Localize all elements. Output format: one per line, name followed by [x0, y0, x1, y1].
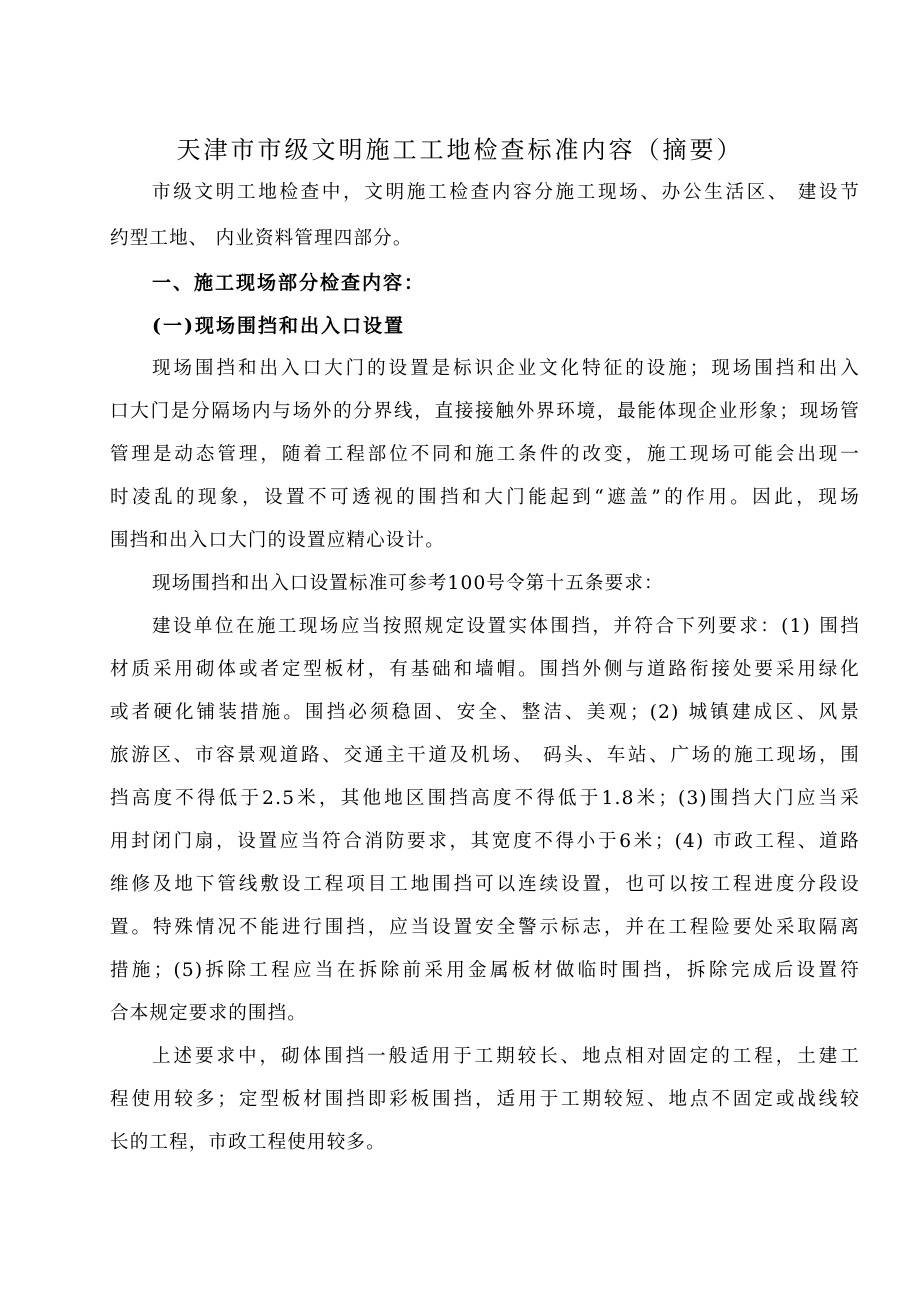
paragraph-line: 现场围挡和出入口设置标准可参考100号令第十五条要求： [152, 573, 664, 594]
paragraph-line: 置。特殊情况不能进行围挡，应当设置安全警示标志，并在工程险要处采取隔离 [110, 917, 860, 938]
paragraph-line: 挡高度不得低于2.5米，其他地区围挡高度不得低于1.8米；(3)围挡大门应当采 [110, 788, 860, 809]
paragraph-line: 上述要求中，砌体围挡一般适用于工期较长、地点相对固定的工程，土建工 [152, 1046, 860, 1067]
paragraph-line: 管理是动态管理，随着工程部位不同和施工条件的改变，施工现场可能会出现一 [110, 444, 860, 465]
intro-line: 市级文明工地检查中，文明施工检查内容分施工现场、办公生活区、 建设节 [152, 182, 860, 203]
paragraph-line: 措施；(5)拆除工程应当在拆除前采用金属板材做临时围挡，拆除完成后设置符 [110, 960, 860, 981]
paragraph-line: 合本规定要求的围挡。 [110, 1003, 308, 1024]
intro-line: 约型工地、 内业资料管理四部分。 [110, 228, 413, 249]
paragraph-line: 程使用较多；定型板材围挡即彩板围挡，适用于工期较短、地点不固定或战线较 [110, 1089, 860, 1110]
section-heading: 一、施工现场部分检查内容： [152, 272, 426, 294]
paragraph-line: 时凌乱的现象，设置不可透视的围挡和大门能起到“遮盖”的作用。因此，现场 [110, 487, 860, 508]
paragraph-line: 维修及地下管线敷设工程项目工地围挡可以连续设置，也可以按工程进度分段设 [110, 874, 860, 895]
document-title: 天津市市级文明施工工地检查标准内容（摘要） [176, 136, 744, 164]
subsection-heading: (一)现场围挡和出入口设置 [152, 315, 405, 337]
paragraph-line: 材质采用砌体或者定型板材，有基础和墙帽。围挡外侧与道路衔接处要采用绿化 [110, 659, 860, 680]
paragraph-line: 用封闭门扇，设置应当符合消防要求，其宽度不得小于6米；(4) 市政工程、道路 [110, 831, 860, 852]
paragraph-line: 长的工程，市政工程使用较多。 [110, 1132, 386, 1153]
paragraph-line: 或者硬化铺装措施。围挡必须稳固、安全、整洁、美观；(2) 城镇建成区、风景 [110, 702, 860, 723]
paragraph-line: 建设单位在施工现场应当按照规定设置实体围挡，并符合下列要求：(1) 围挡 [152, 616, 860, 637]
paragraph-line: 旅游区、市容景观道路、交通主干道及机场、 码头、车站、广场的施工现场，围 [110, 745, 860, 766]
paragraph-line: 口大门是分隔场内与场外的分界线，直接接触外界环境，最能体现企业形象；现场管 [110, 401, 860, 422]
paragraph-line: 现场围挡和出入口大门的设置是标识企业文化特征的设施；现场围挡和出入 [152, 358, 860, 379]
paragraph-line: 围挡和出入口大门的设置应精心设计。 [110, 530, 445, 551]
